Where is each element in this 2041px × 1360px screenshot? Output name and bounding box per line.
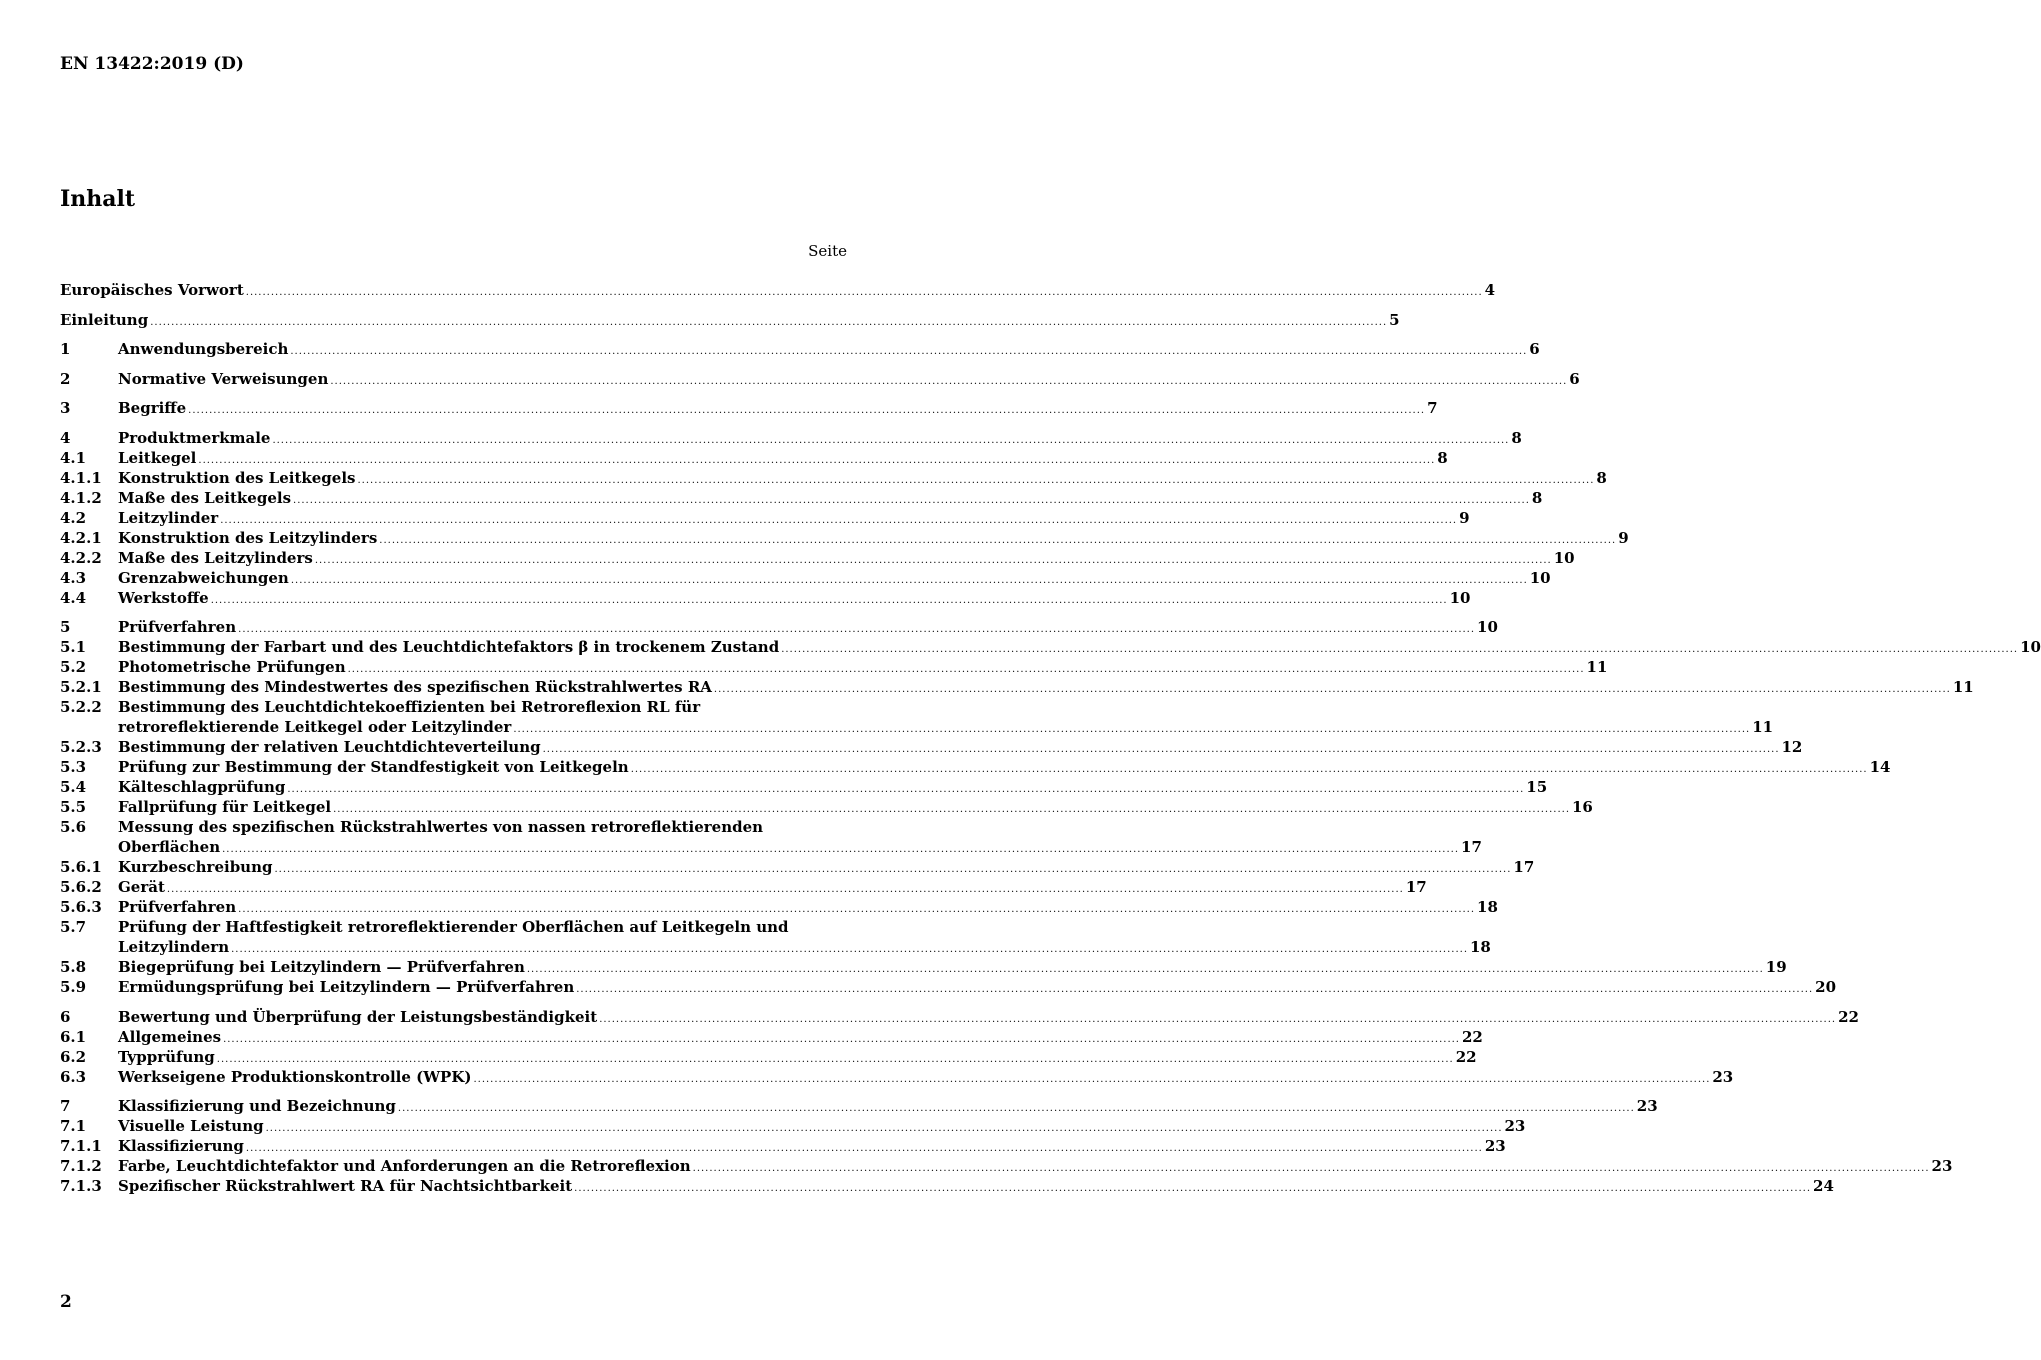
toc-leader-dots bbox=[574, 1176, 1811, 1199]
toc-entry[interactable] bbox=[60, 548, 1575, 568]
toc-entry-number: 4 bbox=[60, 428, 71, 447]
toc-entry[interactable] bbox=[60, 588, 1471, 608]
toc-leader-dots bbox=[473, 1067, 1710, 1090]
toc-entry[interactable] bbox=[60, 857, 1535, 877]
toc-entry-page: 4 bbox=[1484, 281, 1496, 299]
toc-entry-page: 10 bbox=[1477, 618, 1498, 636]
toc-entry-number: 3 bbox=[60, 399, 71, 417]
toc-entry-number: 5.8 bbox=[60, 958, 87, 976]
toc-entry[interactable] bbox=[60, 1096, 1658, 1116]
toc-entry[interactable] bbox=[60, 657, 1608, 677]
toc-entry-page: 12 bbox=[1781, 738, 1803, 756]
toc-entry-number: 5.2.2 bbox=[60, 698, 102, 716]
toc-entry-page: 11 bbox=[1752, 718, 1774, 736]
toc-entry-title: Konstruktion des Leitkegels bbox=[118, 468, 356, 487]
toc-entry-number: 5.3 bbox=[60, 758, 87, 776]
toc-entry-page: 11 bbox=[1586, 658, 1608, 676]
toc-entry-page: 9 bbox=[1459, 508, 1470, 527]
toc-entry[interactable] bbox=[60, 617, 1498, 637]
toc-entry[interactable] bbox=[60, 339, 1540, 359]
toc-entry[interactable] bbox=[60, 777, 1548, 797]
toc-entry-title: Spezifischer Rückstrahlwert RA für Nachtsichtbarkeit bbox=[118, 1177, 573, 1195]
toc-entry-continuation[interactable] bbox=[60, 937, 1491, 957]
toc-entry-title: Prüfverfahren bbox=[118, 898, 237, 916]
toc-entry[interactable] bbox=[60, 1176, 1834, 1196]
toc-leader-dots bbox=[290, 339, 1527, 362]
toc-entry-page: 23 bbox=[1484, 1137, 1506, 1155]
toc-entry-title: Allgemeines bbox=[118, 1027, 222, 1046]
toc-entry-title: Leitzylindern bbox=[118, 938, 230, 956]
toc-entry-page: 17 bbox=[1461, 838, 1482, 856]
toc-entry-page: 10 bbox=[1529, 568, 1551, 587]
toc-entry-number: 4.3 bbox=[60, 568, 87, 587]
toc-leader-dots bbox=[330, 369, 1567, 392]
toc-entry-number: 5.9 bbox=[60, 978, 87, 996]
toc-entry-title: Photometrische Prüfungen bbox=[118, 658, 346, 676]
toc-entry[interactable] bbox=[60, 677, 1974, 697]
toc-entry-continuation[interactable] bbox=[60, 837, 1482, 857]
toc-entry-number: 4.1 bbox=[60, 448, 87, 467]
toc-entry-title: Bestimmung der relativen Leuchtdichteverteilung bbox=[118, 738, 541, 756]
toc-entry-page: 5 bbox=[1389, 310, 1400, 329]
toc-leader-dots bbox=[188, 398, 1425, 421]
toc-entry-title: Bestimmung der Farbart und des Leuchtdichtefaktors β in trockenem Zustand bbox=[118, 638, 780, 656]
toc-entry-page: 8 bbox=[1511, 428, 1522, 447]
toc-leader-dots bbox=[246, 280, 1483, 303]
toc-entry-number: 7.1.2 bbox=[60, 1157, 102, 1175]
toc-entry-title: Normative Verweisungen bbox=[118, 369, 329, 388]
toc-entry-number: 5.2.1 bbox=[60, 678, 102, 696]
page-number: 2 bbox=[60, 1292, 72, 1312]
toc-entry-title: Einleitung bbox=[60, 310, 149, 329]
toc-entry-page: 10 bbox=[1449, 588, 1471, 607]
toc-entry-page: 8 bbox=[1596, 468, 1607, 487]
toc-entry-page: 9 bbox=[1618, 528, 1629, 547]
toc-entry-page: 18 bbox=[1470, 938, 1491, 956]
toc-entry-number: 4.2.2 bbox=[60, 548, 102, 567]
document-id: EN 13422:2019 (D) bbox=[60, 54, 244, 74]
toc-entry-page: 8 bbox=[1531, 488, 1543, 507]
toc-entry-page: 10 bbox=[1553, 548, 1575, 567]
toc-entry-number: 5.6.2 bbox=[60, 878, 102, 896]
toc-entry-title: Bewertung und Überprüfung der Leistungsbeständigkeit bbox=[118, 1007, 598, 1026]
toc-entry[interactable] bbox=[60, 310, 1400, 330]
toc-entry[interactable] bbox=[60, 1047, 1477, 1067]
toc-entry[interactable] bbox=[60, 428, 1522, 448]
toc-entry-number: 6.2 bbox=[60, 1047, 87, 1066]
toc-entry-number: 7 bbox=[60, 1097, 71, 1115]
toc-entry-page: 22 bbox=[1838, 1007, 1859, 1026]
toc-entry-page: 16 bbox=[1572, 798, 1593, 816]
toc-entry[interactable] bbox=[60, 957, 1787, 977]
toc-entry-title: Prüfung der Haftfestigkeit retroreflektierender Oberflächen auf Leitkegeln und bbox=[118, 918, 789, 936]
toc-entry-title: Maße des Leitkegels bbox=[118, 488, 292, 507]
toc-entry-number: 6.3 bbox=[60, 1067, 87, 1086]
toc-entry-number: 5.2 bbox=[60, 658, 87, 676]
toc-entry-number: 5.1 bbox=[60, 638, 87, 656]
toc-entry[interactable] bbox=[60, 448, 1448, 468]
toc-entry[interactable] bbox=[60, 280, 1496, 300]
toc-leader-dots bbox=[576, 977, 1813, 1000]
toc-entry[interactable] bbox=[60, 897, 1498, 917]
toc-entry-title: retroreflektierende Leitkegel oder Leitzylinder bbox=[118, 718, 512, 736]
toc-entry-page: 15 bbox=[1526, 778, 1548, 796]
toc-entry-page: 10 bbox=[2020, 638, 2041, 656]
toc-entry-page: 23 bbox=[1504, 1117, 1526, 1135]
toc-entry-number: 5.7 bbox=[60, 918, 87, 936]
toc-entry[interactable] bbox=[60, 877, 1427, 897]
toc-entry-title: Fallprüfung für Leitkegel bbox=[118, 798, 332, 816]
toc-entry-title: Maße des Leitzylinders bbox=[118, 548, 313, 567]
toc-entry[interactable] bbox=[60, 369, 1580, 389]
toc-entry[interactable] bbox=[60, 528, 1629, 548]
toc-entry[interactable] bbox=[60, 817, 847, 837]
toc-entry-number: 1 bbox=[60, 340, 71, 358]
toc-entry-page: 19 bbox=[1765, 958, 1787, 976]
toc-entry-continuation[interactable] bbox=[60, 717, 1774, 737]
toc-entry-number: 5.5 bbox=[60, 798, 87, 816]
toc-entry-title: Ermüdungsprüfung bei Leitzylindern — Prüfverfahren bbox=[118, 978, 575, 996]
toc-entry-number: 5.4 bbox=[60, 778, 87, 796]
toc-entry-title: Biegeprüfung bei Leitzylindern — Prüfverfahren bbox=[118, 958, 525, 976]
toc-entry[interactable] bbox=[60, 468, 1607, 488]
toc-entry-page: 23 bbox=[1636, 1097, 1658, 1115]
toc-entry[interactable] bbox=[60, 917, 847, 937]
toc-entry-title: Werkstoffe bbox=[118, 588, 209, 607]
toc-entry-number: 4.2.1 bbox=[60, 528, 102, 547]
toc-entry-number: 5.6 bbox=[60, 818, 87, 836]
page-title: Inhalt bbox=[60, 186, 136, 212]
toc-entry-number: 4.1.2 bbox=[60, 488, 102, 507]
table-of-contents bbox=[60, 280, 2041, 1196]
toc-entry-page: 6 bbox=[1569, 369, 1580, 388]
toc-entry-number: 7.1.3 bbox=[60, 1177, 102, 1195]
toc-entry-title: Prüfung zur Bestimmung der Standfestigkeit von Leitkegeln bbox=[118, 758, 629, 776]
toc-entry-number: 5.6.1 bbox=[60, 858, 102, 876]
toc-entry-page: 17 bbox=[1405, 878, 1427, 896]
toc-entry[interactable] bbox=[60, 697, 847, 717]
toc-leader-dots bbox=[211, 588, 1448, 611]
toc-entry-page: 23 bbox=[1712, 1067, 1734, 1086]
toc-entry-title: Bestimmung des Leuchtdichtekoeffizienten bei Retroreflexion RL für bbox=[118, 698, 701, 716]
toc-entry-title: Oberflächen bbox=[118, 838, 221, 856]
toc-entry-title: Typprüfung bbox=[118, 1047, 215, 1066]
toc-entry[interactable] bbox=[60, 1067, 1734, 1087]
toc-entry-title: Prüfverfahren bbox=[118, 618, 237, 636]
toc-entry-page: 11 bbox=[1952, 678, 1974, 696]
toc-entry-page: 8 bbox=[1437, 448, 1448, 467]
toc-entry[interactable] bbox=[60, 977, 1837, 997]
toc-entry-title: Grenzabweichungen bbox=[118, 568, 289, 587]
toc-entry-title: Kälteschlagprüfung bbox=[118, 778, 286, 796]
toc-entry[interactable] bbox=[60, 488, 1543, 508]
toc-entry-number: 5 bbox=[60, 618, 71, 636]
toc-entry-page: 14 bbox=[1869, 758, 1891, 776]
toc-leader-dots bbox=[150, 310, 1387, 333]
toc-entry[interactable] bbox=[60, 757, 1891, 777]
toc-entry-number: 2 bbox=[60, 369, 71, 388]
toc-entry-page: 23 bbox=[1931, 1157, 1953, 1175]
toc-entry-page: 22 bbox=[1455, 1047, 1477, 1066]
toc-entry-number: 6 bbox=[60, 1007, 71, 1026]
toc-entry[interactable] bbox=[60, 797, 1593, 817]
toc-entry-title: Leitkegel bbox=[118, 448, 197, 467]
toc-entry-page: 24 bbox=[1813, 1177, 1834, 1195]
toc-entry-title: Anwendungsbereich bbox=[118, 340, 289, 358]
toc-entry[interactable] bbox=[60, 637, 2041, 657]
toc-entry[interactable] bbox=[60, 1027, 1483, 1047]
toc-entry-title: Klassifizierung und Bezeichnung bbox=[118, 1097, 396, 1115]
toc-entry-number: 4.2 bbox=[60, 508, 87, 527]
toc-entry[interactable] bbox=[60, 398, 1438, 418]
toc-entry-page: 6 bbox=[1529, 340, 1540, 358]
toc-entry-page: 17 bbox=[1513, 858, 1535, 876]
toc-entry[interactable] bbox=[60, 568, 1551, 588]
toc-entry-number: 5.2.3 bbox=[60, 738, 102, 756]
toc-entry-title: Kurzbeschreibung bbox=[118, 858, 273, 876]
toc-entry-title: Leitzylinder bbox=[118, 508, 219, 527]
toc-entry-number: 4.4 bbox=[60, 588, 87, 607]
toc-entry-title: Gerät bbox=[118, 878, 165, 896]
toc-entry-title: Messung des spezifischen Rückstrahlwertes von nassen retroreflektierenden bbox=[118, 818, 764, 836]
toc-entry-title: Bestimmung des Mindestwertes des spezifischen Rückstrahlwertes RA bbox=[118, 678, 712, 696]
page-column-label: Seite bbox=[808, 242, 847, 260]
toc-entry-number: 6.1 bbox=[60, 1027, 87, 1046]
toc-entry[interactable] bbox=[60, 1136, 1506, 1156]
toc-entry-title: Farbe, Leuchtdichtefaktor und Anforderungen an die Retroreflexion bbox=[118, 1157, 691, 1175]
toc-entry-title: Werkseigene Produktionskontrolle (WPK) bbox=[118, 1067, 472, 1086]
toc-entry[interactable] bbox=[60, 737, 1803, 757]
toc-entry-page: 18 bbox=[1477, 898, 1498, 916]
toc-entry-title: Klassifizierung bbox=[118, 1137, 244, 1155]
toc-entry-title: Produktmerkmale bbox=[118, 428, 271, 447]
toc-entry[interactable] bbox=[60, 1156, 1953, 1176]
toc-entry[interactable] bbox=[60, 508, 1470, 528]
toc-entry-number: 7.1 bbox=[60, 1117, 87, 1135]
toc-leader-dots bbox=[714, 677, 1951, 700]
toc-entry-page: 7 bbox=[1427, 399, 1438, 417]
toc-entry-number: 4.1.1 bbox=[60, 468, 102, 487]
toc-entry-page: 20 bbox=[1815, 978, 1837, 996]
toc-entry-title: Visuelle Leistung bbox=[118, 1117, 264, 1135]
toc-entry-number: 5.6.3 bbox=[60, 898, 102, 916]
toc-entry-title: Konstruktion des Leitzylinders bbox=[118, 528, 378, 547]
toc-entry-title: Europäisches Vorwort bbox=[60, 281, 244, 299]
toc-entry[interactable] bbox=[60, 1007, 1859, 1027]
toc-entry-title: Begriffe bbox=[118, 399, 187, 417]
toc-entry[interactable] bbox=[60, 1116, 1526, 1136]
toc-entry-number: 7.1.1 bbox=[60, 1137, 102, 1155]
toc-entry-page: 22 bbox=[1461, 1027, 1483, 1046]
